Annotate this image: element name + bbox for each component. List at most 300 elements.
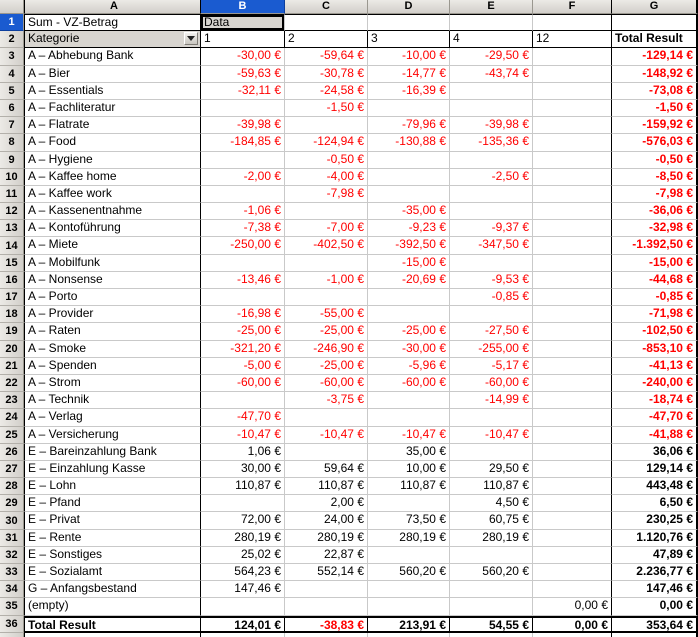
cell-A20-category-label[interactable]: A – Smoke: [24, 341, 201, 358]
cell-G29[interactable]: 6,50 €: [612, 495, 698, 512]
cell-G26[interactable]: 36,06 €: [612, 444, 698, 461]
cell-C31[interactable]: 280,19 €: [285, 530, 368, 547]
cell-D32[interactable]: [368, 547, 450, 564]
cell-A33-category-label[interactable]: E – Sozialamt: [24, 564, 201, 581]
row-header-34[interactable]: 34: [0, 581, 24, 598]
cell-G14[interactable]: -1.392,50 €: [612, 237, 698, 254]
row-header-18[interactable]: 18: [0, 306, 24, 323]
cell-C23[interactable]: -3,75 €: [285, 392, 368, 409]
cell-B15[interactable]: [201, 255, 285, 272]
cell-A4-category-label[interactable]: A – Bier: [24, 66, 201, 83]
cell-D27[interactable]: 10,00 €: [368, 461, 450, 478]
cell-D34[interactable]: [368, 581, 450, 598]
cell-G33[interactable]: 2.236,77 €: [612, 564, 698, 581]
cell-D35[interactable]: [368, 598, 450, 615]
cell-D7[interactable]: -79,96 €: [368, 117, 450, 134]
cell-B5[interactable]: -32,11 €: [201, 83, 285, 100]
cell-E36[interactable]: 54,55 €: [450, 616, 533, 633]
cell-G20[interactable]: -853,10 €: [612, 341, 698, 358]
cell-A25-category-label[interactable]: A – Versicherung: [24, 427, 201, 444]
cell-C30[interactable]: 24,00 €: [285, 512, 368, 529]
cell-E7[interactable]: -39,98 €: [450, 117, 533, 134]
row-header-35[interactable]: 35: [0, 598, 24, 615]
cell-C22[interactable]: -60,00 €: [285, 375, 368, 392]
cell-G25[interactable]: -41,88 €: [612, 427, 698, 444]
row-header-11[interactable]: 11: [0, 186, 24, 203]
cell-E35[interactable]: [450, 598, 533, 615]
cell-D30[interactable]: 73,50 €: [368, 512, 450, 529]
cell-A10-category-label[interactable]: A – Kaffee home: [24, 169, 201, 186]
cell-A19-category-label[interactable]: A – Raten: [24, 323, 201, 340]
cell-A26-category-label[interactable]: E – Bareinzahlung Bank: [24, 444, 201, 461]
cell-E19[interactable]: -27,50 €: [450, 323, 533, 340]
cell-F21[interactable]: [533, 358, 612, 375]
cell-G8[interactable]: -576,03 €: [612, 134, 698, 151]
cell-A13-category-label[interactable]: A – Kontoführung: [24, 220, 201, 237]
cell-F36[interactable]: 0,00 €: [533, 616, 612, 633]
cell-C12[interactable]: [285, 203, 368, 220]
cell-F28[interactable]: [533, 478, 612, 495]
cell-C20[interactable]: -246,90 €: [285, 341, 368, 358]
cell-C2-month-2[interactable]: 2: [285, 31, 368, 48]
row-header-[interactable]: [0, 633, 24, 637]
cell-C9[interactable]: -0,50 €: [285, 152, 368, 169]
col-header-F[interactable]: F: [533, 0, 612, 14]
cell-B14[interactable]: -250,00 €: [201, 237, 285, 254]
cell-A27-category-label[interactable]: E – Einzahlung Kasse: [24, 461, 201, 478]
cell-E5[interactable]: [450, 83, 533, 100]
cell-B1-data-label[interactable]: [201, 14, 285, 31]
row-header-2[interactable]: 2: [0, 31, 24, 48]
cell-B19[interactable]: -25,00 €: [201, 323, 285, 340]
cell-C24[interactable]: [285, 409, 368, 426]
cell-B4[interactable]: -59,63 €: [201, 66, 285, 83]
cell-E8[interactable]: -135,36 €: [450, 134, 533, 151]
cell-F26[interactable]: [533, 444, 612, 461]
cell-B36[interactable]: 124,01 €: [201, 616, 285, 633]
row-header-27[interactable]: 27: [0, 461, 24, 478]
cell-F22[interactable]: [533, 375, 612, 392]
cell-F5[interactable]: [533, 83, 612, 100]
cell-B29[interactable]: [201, 495, 285, 512]
cell-F12[interactable]: [533, 203, 612, 220]
cell-G30[interactable]: 230,25 €: [612, 512, 698, 529]
cell-C27[interactable]: 59,64 €: [285, 461, 368, 478]
row-header-22[interactable]: 22: [0, 375, 24, 392]
cell-F2-month-12[interactable]: 12: [533, 31, 612, 48]
cell-C7[interactable]: [285, 117, 368, 134]
cell-E14[interactable]: -347,50 €: [450, 237, 533, 254]
cell-C4[interactable]: -30,78 €: [285, 66, 368, 83]
cell-C14[interactable]: -402,50 €: [285, 237, 368, 254]
row-header-12[interactable]: 12: [0, 203, 24, 220]
cell-D12[interactable]: -35,00 €: [368, 203, 450, 220]
cell-A29-category-label[interactable]: E – Pfand: [24, 495, 201, 512]
cell-F14[interactable]: [533, 237, 612, 254]
cell-E[interactable]: [450, 633, 533, 637]
cell-B6[interactable]: [201, 100, 285, 117]
cell-E2-month-4[interactable]: 4: [450, 31, 533, 48]
cell-F25[interactable]: [533, 427, 612, 444]
cell-A8-category-label[interactable]: A – Food: [24, 134, 201, 151]
cell-A5-category-label[interactable]: A – Essentials: [24, 83, 201, 100]
cell-E1[interactable]: [450, 14, 533, 31]
cell-C29[interactable]: 2,00 €: [285, 495, 368, 512]
cell-A14-category-label[interactable]: A – Miete: [24, 237, 201, 254]
row-header-29[interactable]: 29: [0, 495, 24, 512]
cell-A18-category-label[interactable]: A – Provider: [24, 306, 201, 323]
cell-B10[interactable]: -2,00 €: [201, 169, 285, 186]
cell-B3[interactable]: -30,00 €: [201, 48, 285, 65]
cell-D5[interactable]: -16,39 €: [368, 83, 450, 100]
cell-C26[interactable]: [285, 444, 368, 461]
row-header-36[interactable]: 36: [0, 616, 24, 633]
row-header-26[interactable]: 26: [0, 444, 24, 461]
cell-D19[interactable]: -25,00 €: [368, 323, 450, 340]
cell-E4[interactable]: -43,74 €: [450, 66, 533, 83]
cell-B20[interactable]: -321,20 €: [201, 341, 285, 358]
cell-E21[interactable]: -5,17 €: [450, 358, 533, 375]
cell-D22[interactable]: -60,00 €: [368, 375, 450, 392]
cell-D6[interactable]: [368, 100, 450, 117]
cell-A35-category-label[interactable]: (empty): [24, 598, 201, 615]
cell-F19[interactable]: [533, 323, 612, 340]
cell-G32[interactable]: 47,89 €: [612, 547, 698, 564]
cell-G27[interactable]: 129,14 €: [612, 461, 698, 478]
cell-G34[interactable]: 147,46 €: [612, 581, 698, 598]
cell-E15[interactable]: [450, 255, 533, 272]
cell-B25[interactable]: -10,47 €: [201, 427, 285, 444]
row-header-1[interactable]: 1: [0, 14, 24, 31]
cell-G35[interactable]: 0,00 €: [612, 598, 698, 615]
cell-A22-category-label[interactable]: A – Strom: [24, 375, 201, 392]
cell-B21[interactable]: -5,00 €: [201, 358, 285, 375]
cell-F8[interactable]: [533, 134, 612, 151]
cell-E3[interactable]: -29,50 €: [450, 48, 533, 65]
cell-C25[interactable]: -10,47 €: [285, 427, 368, 444]
cell-E29[interactable]: 4,50 €: [450, 495, 533, 512]
cell-G11[interactable]: -7,98 €: [612, 186, 698, 203]
cell-C[interactable]: [285, 633, 368, 637]
cell-C16[interactable]: -1,00 €: [285, 272, 368, 289]
cell-A9-category-label[interactable]: A – Hygiene: [24, 152, 201, 169]
cell-D33[interactable]: 560,20 €: [368, 564, 450, 581]
cell-B[interactable]: [201, 633, 285, 637]
row-header-30[interactable]: 30: [0, 512, 24, 529]
cell-B13[interactable]: -7,38 €: [201, 220, 285, 237]
cell-C11[interactable]: -7,98 €: [285, 186, 368, 203]
row-header-7[interactable]: 7: [0, 117, 24, 134]
cell-A16-category-label[interactable]: A – Nonsense: [24, 272, 201, 289]
cell-A32-category-label[interactable]: E – Sonstiges: [24, 547, 201, 564]
cell-E26[interactable]: [450, 444, 533, 461]
cell-G22[interactable]: -240,00 €: [612, 375, 698, 392]
cell-F31[interactable]: [533, 530, 612, 547]
cell-F32[interactable]: [533, 547, 612, 564]
cell-A12-category-label[interactable]: A – Kassenentnahme: [24, 203, 201, 220]
row-header-10[interactable]: 10: [0, 169, 24, 186]
row-header-25[interactable]: 25: [0, 427, 24, 444]
row-header-9[interactable]: 9: [0, 152, 24, 169]
cell-F13[interactable]: [533, 220, 612, 237]
cell-F20[interactable]: [533, 341, 612, 358]
cell-F7[interactable]: [533, 117, 612, 134]
cell-F23[interactable]: [533, 392, 612, 409]
cell-G18[interactable]: -71,98 €: [612, 306, 698, 323]
cell-D4[interactable]: -14,77 €: [368, 66, 450, 83]
cell-E10[interactable]: -2,50 €: [450, 169, 533, 186]
cell-D31[interactable]: 280,19 €: [368, 530, 450, 547]
cell-A15-category-label[interactable]: A – Mobilfunk: [24, 255, 201, 272]
cell-B18[interactable]: -16,98 €: [201, 306, 285, 323]
col-header-A[interactable]: A: [24, 0, 201, 14]
cell-D23[interactable]: [368, 392, 450, 409]
cell-C13[interactable]: -7,00 €: [285, 220, 368, 237]
cell-E18[interactable]: [450, 306, 533, 323]
cell-C36[interactable]: -38,83 €: [285, 616, 368, 633]
cell-F9[interactable]: [533, 152, 612, 169]
cell-F6[interactable]: [533, 100, 612, 117]
cell-F35[interactable]: 0,00 €: [533, 598, 612, 615]
cell-F15[interactable]: [533, 255, 612, 272]
row-header-6[interactable]: 6: [0, 100, 24, 117]
cell-B28[interactable]: 110,87 €: [201, 478, 285, 495]
cell-G36[interactable]: 353,64 €: [612, 616, 698, 633]
cell-F[interactable]: [533, 633, 612, 637]
cell-C15[interactable]: [285, 255, 368, 272]
cell-A31-category-label[interactable]: E – Rente: [24, 530, 201, 547]
cell-E11[interactable]: [450, 186, 533, 203]
cell-D17[interactable]: [368, 289, 450, 306]
row-header-23[interactable]: 23: [0, 392, 24, 409]
cell-F34[interactable]: [533, 581, 612, 598]
cell-C19[interactable]: -25,00 €: [285, 323, 368, 340]
cell-A7-category-label[interactable]: A – Flatrate: [24, 117, 201, 134]
cell-F29[interactable]: [533, 495, 612, 512]
cell-E20[interactable]: -255,00 €: [450, 341, 533, 358]
cell-F10[interactable]: [533, 169, 612, 186]
row-header-15[interactable]: 15: [0, 255, 24, 272]
cell-B8[interactable]: -184,85 €: [201, 134, 285, 151]
cell-E16[interactable]: -9,53 €: [450, 272, 533, 289]
cell-A21-category-label[interactable]: A – Spenden: [24, 358, 201, 375]
cell-G6[interactable]: -1,50 €: [612, 100, 698, 117]
cell-A30-category-label[interactable]: E – Privat: [24, 512, 201, 529]
cell-C32[interactable]: 22,87 €: [285, 547, 368, 564]
col-header-G[interactable]: G: [612, 0, 698, 14]
cell-G3[interactable]: -129,14 €: [612, 48, 698, 65]
cell-E34[interactable]: [450, 581, 533, 598]
cell-B34[interactable]: 147,46 €: [201, 581, 285, 598]
row-header-32[interactable]: 32: [0, 547, 24, 564]
cell-D[interactable]: [368, 633, 450, 637]
cell-A-category-label[interactable]: [24, 633, 201, 637]
cell-A36-category-label[interactable]: Total Result: [24, 616, 201, 633]
cell-D28[interactable]: 110,87 €: [368, 478, 450, 495]
cell-B11[interactable]: [201, 186, 285, 203]
cell-B9[interactable]: [201, 152, 285, 169]
cell-F18[interactable]: [533, 306, 612, 323]
row-header-21[interactable]: 21: [0, 358, 24, 375]
cell-D2-month-3[interactable]: 3: [368, 31, 450, 48]
cell-D13[interactable]: -9,23 €: [368, 220, 450, 237]
cell-A17-category-label[interactable]: A – Porto: [24, 289, 201, 306]
cell-G[interactable]: [612, 633, 698, 637]
cell-D9[interactable]: [368, 152, 450, 169]
row-header-31[interactable]: 31: [0, 530, 24, 547]
cell-E27[interactable]: 29,50 €: [450, 461, 533, 478]
cell-F3[interactable]: [533, 48, 612, 65]
cell-C5[interactable]: -24,58 €: [285, 83, 368, 100]
cell-C18[interactable]: -55,00 €: [285, 306, 368, 323]
cell-G5[interactable]: -73,08 €: [612, 83, 698, 100]
cell-A6-category-label[interactable]: A – Fachliteratur: [24, 100, 201, 117]
cell-C34[interactable]: [285, 581, 368, 598]
cell-F17[interactable]: [533, 289, 612, 306]
cell-A24-category-label[interactable]: A – Verlag: [24, 409, 201, 426]
cell-G16[interactable]: -44,68 €: [612, 272, 698, 289]
cell-B16[interactable]: -13,46 €: [201, 272, 285, 289]
cell-C8[interactable]: -124,94 €: [285, 134, 368, 151]
cell-B17[interactable]: [201, 289, 285, 306]
cell-B2-month-1[interactable]: 1: [201, 31, 285, 48]
cell-G12[interactable]: -36,06 €: [612, 203, 698, 220]
fill-handle[interactable]: [281, 28, 285, 31]
cell-F1[interactable]: [533, 14, 612, 31]
row-header-24[interactable]: 24: [0, 409, 24, 426]
cell-F11[interactable]: [533, 186, 612, 203]
cell-E13[interactable]: -9,37 €: [450, 220, 533, 237]
row-header-5[interactable]: 5: [0, 83, 24, 100]
cell-G9[interactable]: -0,50 €: [612, 152, 698, 169]
cell-D21[interactable]: -5,96 €: [368, 358, 450, 375]
cell-B7[interactable]: -39,98 €: [201, 117, 285, 134]
cell-B24[interactable]: -47,70 €: [201, 409, 285, 426]
cell-G24[interactable]: -47,70 €: [612, 409, 698, 426]
row-header-28[interactable]: 28: [0, 478, 24, 495]
cell-B35[interactable]: [201, 598, 285, 615]
cell-E24[interactable]: [450, 409, 533, 426]
cell-A1-pivot-title[interactable]: Sum - VZ-Betrag: [24, 14, 201, 31]
row-header-16[interactable]: 16: [0, 272, 24, 289]
cell-E6[interactable]: [450, 100, 533, 117]
col-header-B[interactable]: B: [201, 0, 285, 14]
cell-G7[interactable]: -159,92 €: [612, 117, 698, 134]
cell-D29[interactable]: [368, 495, 450, 512]
row-header-14[interactable]: 14: [0, 237, 24, 254]
cell-G2-total-result-header[interactable]: Total Result: [612, 31, 698, 48]
cell-C10[interactable]: -4,00 €: [285, 169, 368, 186]
cell-E32[interactable]: [450, 547, 533, 564]
cell-A11-category-label[interactable]: A – Kaffee work: [24, 186, 201, 203]
cell-A2-kategorie-field[interactable]: [24, 31, 201, 48]
cell-G31[interactable]: 1.120,76 €: [612, 530, 698, 547]
cell-B32[interactable]: 25,02 €: [201, 547, 285, 564]
cell-F33[interactable]: [533, 564, 612, 581]
cell-D3[interactable]: -10,00 €: [368, 48, 450, 65]
cell-D20[interactable]: -30,00 €: [368, 341, 450, 358]
cell-D1[interactable]: [368, 14, 450, 31]
cell-D10[interactable]: [368, 169, 450, 186]
col-header-D[interactable]: D: [368, 0, 450, 14]
cell-F16[interactable]: [533, 272, 612, 289]
cell-A3-category-label[interactable]: A – Abhebung Bank: [24, 48, 201, 65]
cell-F30[interactable]: [533, 512, 612, 529]
cell-D24[interactable]: [368, 409, 450, 426]
cell-C35[interactable]: [285, 598, 368, 615]
cell-G28[interactable]: 443,48 €: [612, 478, 698, 495]
cell-G1[interactable]: [612, 14, 698, 31]
row-header-8[interactable]: 8: [0, 134, 24, 151]
cell-D25[interactable]: -10,47 €: [368, 427, 450, 444]
cell-C6[interactable]: -1,50 €: [285, 100, 368, 117]
cell-A23-category-label[interactable]: A – Technik: [24, 392, 201, 409]
row-header-33[interactable]: 33: [0, 564, 24, 581]
cell-G15[interactable]: -15,00 €: [612, 255, 698, 272]
row-header-4[interactable]: 4: [0, 66, 24, 83]
cell-E25[interactable]: -10,47 €: [450, 427, 533, 444]
row-header-19[interactable]: 19: [0, 323, 24, 340]
cell-D15[interactable]: -15,00 €: [368, 255, 450, 272]
cell-A34-category-label[interactable]: G – Anfangsbestand: [24, 581, 201, 598]
col-header-C[interactable]: C: [285, 0, 368, 14]
row-header-17[interactable]: 17: [0, 289, 24, 306]
cell-E17[interactable]: -0,85 €: [450, 289, 533, 306]
cell-B22[interactable]: -60,00 €: [201, 375, 285, 392]
cell-D18[interactable]: [368, 306, 450, 323]
cell-D11[interactable]: [368, 186, 450, 203]
cell-G17[interactable]: -0,85 €: [612, 289, 698, 306]
cell-E12[interactable]: [450, 203, 533, 220]
cell-B23[interactable]: [201, 392, 285, 409]
cell-C28[interactable]: 110,87 €: [285, 478, 368, 495]
cell-F4[interactable]: [533, 66, 612, 83]
select-all-corner[interactable]: [0, 0, 24, 14]
cell-F24[interactable]: [533, 409, 612, 426]
cell-F27[interactable]: [533, 461, 612, 478]
cell-B27[interactable]: 30,00 €: [201, 461, 285, 478]
cell-B31[interactable]: 280,19 €: [201, 530, 285, 547]
cell-E23[interactable]: -14,99 €: [450, 392, 533, 409]
cell-C21[interactable]: -25,00 €: [285, 358, 368, 375]
cell-G21[interactable]: -41,13 €: [612, 358, 698, 375]
row-header-13[interactable]: 13: [0, 220, 24, 237]
cell-C33[interactable]: 552,14 €: [285, 564, 368, 581]
cell-D36[interactable]: 213,91 €: [368, 616, 450, 633]
cell-E30[interactable]: 60,75 €: [450, 512, 533, 529]
cell-G10[interactable]: -8,50 €: [612, 169, 698, 186]
cell-B30[interactable]: 72,00 €: [201, 512, 285, 529]
cell-G19[interactable]: -102,50 €: [612, 323, 698, 340]
cell-E22[interactable]: -60,00 €: [450, 375, 533, 392]
cell-C1[interactable]: [285, 14, 368, 31]
cell-C17[interactable]: [285, 289, 368, 306]
cell-E33[interactable]: 560,20 €: [450, 564, 533, 581]
cell-D26[interactable]: 35,00 €: [368, 444, 450, 461]
cell-B12[interactable]: -1,06 €: [201, 203, 285, 220]
cell-B33[interactable]: 564,23 €: [201, 564, 285, 581]
col-header-E[interactable]: E: [450, 0, 533, 14]
cell-D16[interactable]: -20,69 €: [368, 272, 450, 289]
cell-E9[interactable]: [450, 152, 533, 169]
cell-G23[interactable]: -18,74 €: [612, 392, 698, 409]
autofilter-dropdown-button[interactable]: [184, 32, 198, 45]
row-header-3[interactable]: 3: [0, 48, 24, 65]
cell-A28-category-label[interactable]: E – Lohn: [24, 478, 201, 495]
cell-B26[interactable]: 1,06 €: [201, 444, 285, 461]
cell-D14[interactable]: -392,50 €: [368, 237, 450, 254]
cell-D8[interactable]: -130,88 €: [368, 134, 450, 151]
